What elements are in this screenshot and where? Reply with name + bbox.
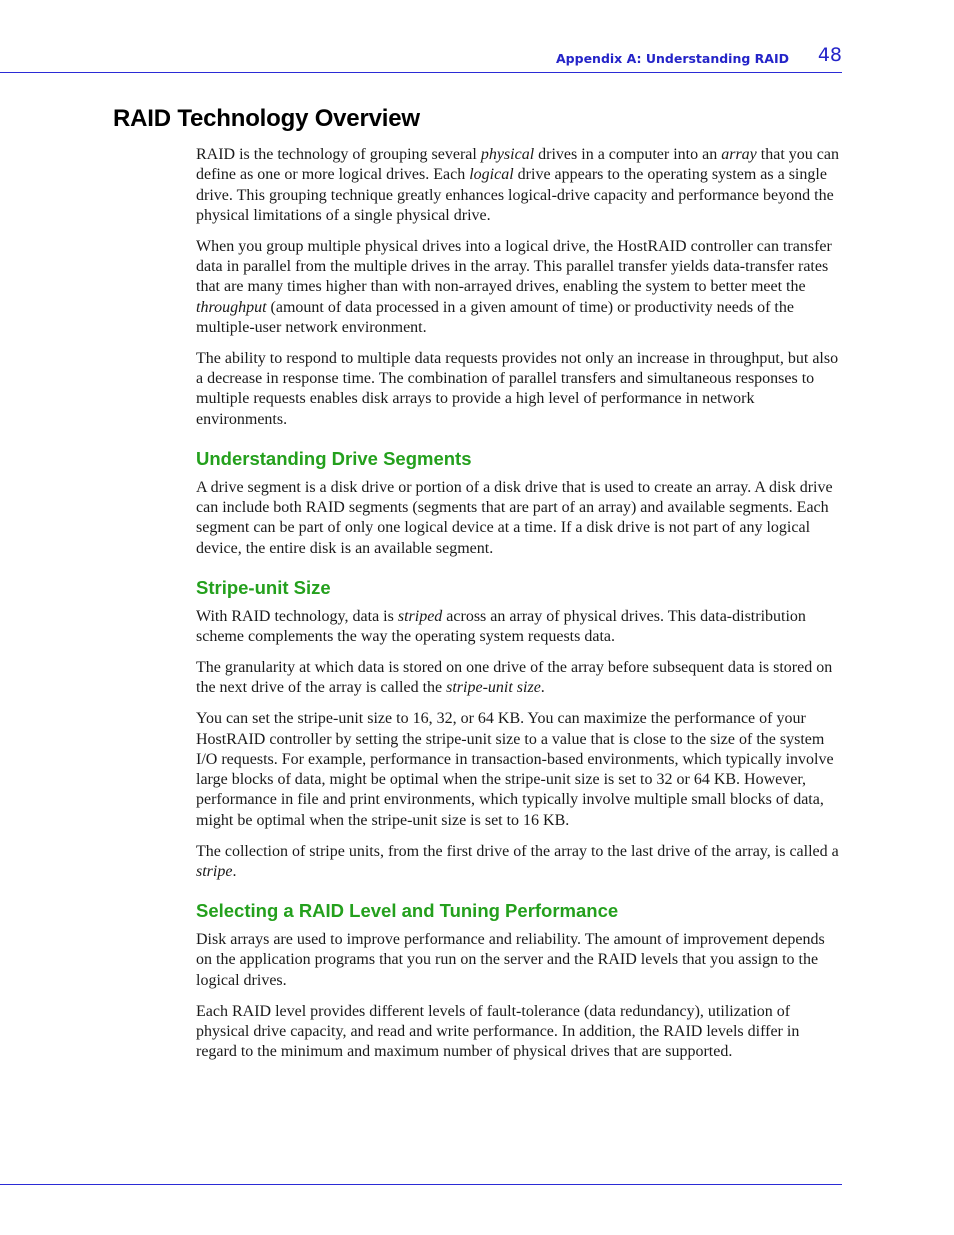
text-run: drives in a computer into an xyxy=(534,146,722,163)
text-run: (amount of data processed in a given amount of time) or productivity needs of the multiple-user network environment. xyxy=(196,298,794,336)
emphasis-stripe: stripe xyxy=(196,862,233,880)
emphasis-logical: logical xyxy=(469,166,514,184)
stripe-paragraph-1 xyxy=(196,607,841,648)
stripe-paragraph-2 xyxy=(196,658,841,699)
intro-paragraph-2 xyxy=(196,237,841,338)
section-heading-drive-segments: Understanding Drive Segments xyxy=(196,447,472,469)
emphasis-array: array xyxy=(721,146,757,163)
main-content xyxy=(196,145,841,1073)
selecting-paragraph-1: Disk arrays are used to improve performance and reliability. The amount of improvement depends on the application programs that you run on the server and the RAID levels that you assign to the logical drives. xyxy=(196,931,825,989)
intro-paragraph-1 xyxy=(196,145,841,226)
selecting-paragraph-2: Each RAID level provides different levels of fault-tolerance (data redundancy), utilization of physical drive capacity, and read and write performance. In addition, the RAID levels differ in regard to the minimum and maximum number of physical drives that are supported. xyxy=(196,1002,800,1061)
text-run: . xyxy=(540,679,545,697)
page-number: 48 xyxy=(817,44,842,66)
emphasis-stripe-unit-size: stripe-unit size xyxy=(446,679,541,697)
section-heading-stripe-unit-size: Stripe-unit Size xyxy=(196,577,331,599)
footer-rule xyxy=(0,1184,842,1185)
text-run: . xyxy=(232,862,237,880)
text-run: When you group multiple physical drives into a logical drive, the HostRAID controller can transfer data in parallel from the multiple drives in the array. This parallel transfer yields data-transfer rates that are many times higher than with non-arrayed drives, enabling the system to better meet the xyxy=(196,237,832,296)
text-run: The granularity at which data is stored on one drive of the array before subsequent data is stored on the next drive of the array is called the xyxy=(196,659,833,697)
emphasis-throughput: throughput xyxy=(196,298,267,316)
segments-paragraph-1: A drive segment is a disk drive or portion of a disk drive that is used to create an array. A disk drive can include both RAID segments (segments that are part of an array) and available segments. Each segment can be part of only one logical device at a time. If a disk drive is not part of any logical device, the entire disk is an available segment. xyxy=(196,478,833,557)
running-header xyxy=(0,0,842,73)
intro-paragraph-3: The ability to respond to multiple data requests provides not only an increase in throughput, but also a decrease in response time. The combination of parallel transfers and simultaneous responses to multiple requests enables disk arrays to provide a high level of performance in network environments. xyxy=(196,349,839,428)
text-run: The collection of stripe units, from the first drive of the array to the last drive of the array, is called a xyxy=(196,842,839,860)
text-run: across an array of physical drives. This data-distribution scheme complements the way the operating system requests data. xyxy=(196,608,806,646)
page-title: RAID Technology Overview xyxy=(113,105,420,132)
text-run: With RAID technology, data is xyxy=(196,608,398,626)
section-heading-selecting-raid-level: Selecting a RAID Level and Tuning Performance xyxy=(196,900,619,922)
text-run: that you can define as one or more logical drives. Each xyxy=(196,146,839,184)
emphasis-striped: striped xyxy=(397,608,443,626)
stripe-paragraph-4 xyxy=(196,842,841,883)
emphasis-physical: physical xyxy=(480,146,535,163)
stripe-paragraph-3: You can set the stripe-unit size to 16, 32, or 64 KB. You can maximize the performance of your HostRAID controller by setting the stripe-unit size to a value that is close to the size of the system I/O requests. For example, performance in transaction-based environments, which typically involve large blocks of data, might be optimal when the stripe-unit size is set to 32 or 64 KB. However, performance in file and print environments, which typically involve multiple small blocks of data, might be optimal when the stripe-unit size is set to 16 KB. xyxy=(196,710,834,829)
header-section-title: Appendix A: Understanding RAID xyxy=(556,51,789,66)
text-run: drive appears to the operating system as a single drive. This grouping technique greatly enhances logical-drive capacity and performance beyond the physical limitations of a single physical drive. xyxy=(196,166,834,224)
text-run: RAID is the technology of grouping several xyxy=(196,146,481,163)
